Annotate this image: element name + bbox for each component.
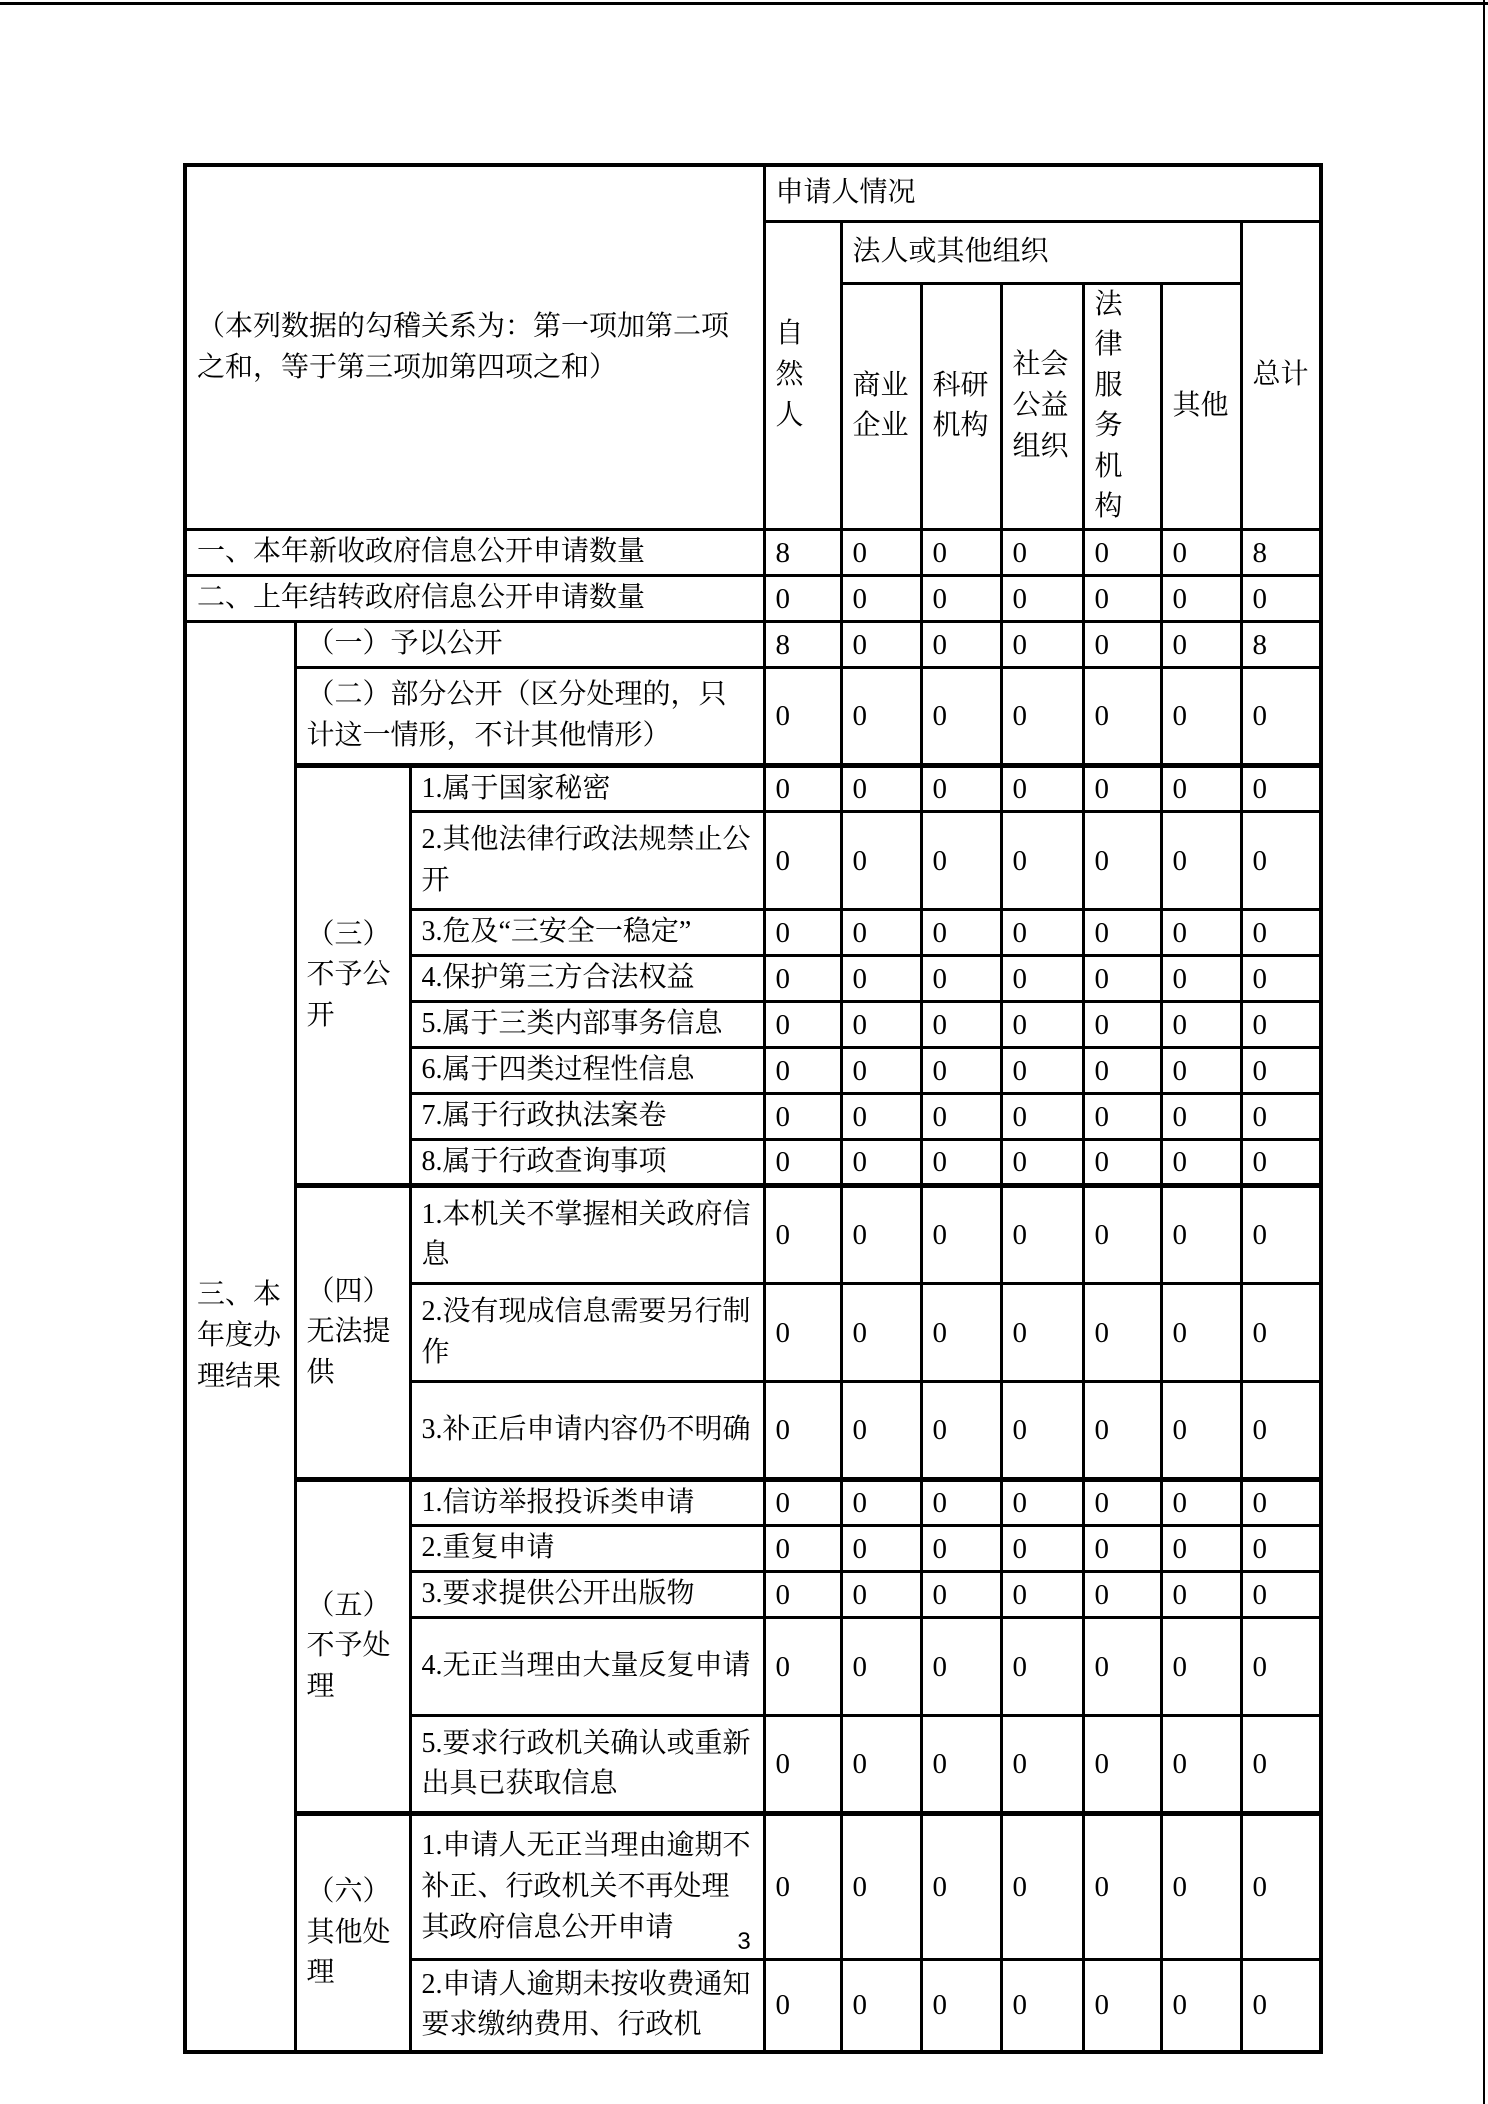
value-cell: 0 [841,1284,921,1382]
value-cell: 0 [764,1140,841,1186]
value-cell: 0 [841,1140,921,1186]
value-cell: 0 [1161,1480,1241,1526]
value-cell: 0 [1241,910,1321,956]
value-cell: 0 [1241,1480,1321,1526]
value-cell: 0 [1001,1960,1083,2052]
value-cell: 0 [1083,1526,1161,1572]
value-cell: 0 [1083,576,1161,622]
value-cell: 0 [1161,1814,1241,1960]
value-cell: 0 [1001,1002,1083,1048]
group6-label: （六）其他处理 [295,1814,410,2052]
value-cell: 0 [1001,1284,1083,1382]
value-cell: 0 [1001,1480,1083,1526]
value-cell: 0 [841,1094,921,1140]
header-social-welfare-org: 社会公益组织 [1001,283,1083,530]
value-cell: 0 [1161,910,1241,956]
value-cell: 0 [841,1618,921,1716]
value-cell: 0 [764,812,841,910]
header-legal-service-org: 法律服务机构 [1083,283,1161,530]
row-label: 3.补正后申请内容仍不明确 [410,1382,764,1480]
value-cell: 0 [1241,1284,1321,1382]
value-cell: 0 [1241,812,1321,910]
value-cell: 0 [764,576,841,622]
disclosure-statistics-table [183,163,1323,2054]
value-cell: 0 [841,1048,921,1094]
value-cell: 0 [764,1094,841,1140]
value-cell: 0 [921,1480,1001,1526]
value-cell: 0 [841,1814,921,1960]
corner-note: （本列数据的勾稽关系为：第一项加第二项之和，等于第三项加第四项之和） [185,165,764,530]
value-cell: 0 [764,1002,841,1048]
value-cell: 0 [1241,1048,1321,1094]
value-cell: 0 [764,1572,841,1618]
value-cell: 0 [1001,1716,1083,1814]
value-cell: 0 [1083,1618,1161,1716]
value-cell: 0 [764,1960,841,2052]
value-cell: 0 [1161,1140,1241,1186]
value-cell: 0 [764,910,841,956]
value-cell: 0 [1241,1618,1321,1716]
value-cell: 0 [921,1526,1001,1572]
value-cell: 0 [1241,1716,1321,1814]
value-cell: 0 [841,1716,921,1814]
value-cell: 0 [1241,1140,1321,1186]
value-cell: 0 [841,956,921,1002]
header-commercial-enterprise: 商业企业 [841,283,921,530]
page-number: 3 [737,1928,751,1955]
value-cell: 0 [921,1716,1001,1814]
value-cell: 0 [764,1284,841,1382]
value-cell: 0 [1161,622,1241,668]
value-cell: 0 [1161,1618,1241,1716]
value-cell: 0 [921,812,1001,910]
value-cell: 0 [841,1382,921,1480]
row-label: 2.其他法律行政法规禁止公开 [410,812,764,910]
row-label: 8.属于行政查询事项 [410,1140,764,1186]
value-cell: 0 [1161,1048,1241,1094]
value-cell: 0 [1083,1048,1161,1094]
value-cell: 0 [921,1618,1001,1716]
value-cell: 0 [921,956,1001,1002]
value-cell: 0 [841,1526,921,1572]
value-cell: 0 [764,1526,841,1572]
value-cell: 0 [1241,1094,1321,1140]
row-label: 1.申请人无正当理由逾期不补正、行政机关不再处理其政府信息公开申请 [410,1814,764,1960]
value-cell: 0 [1161,576,1241,622]
value-cell: 0 [921,1140,1001,1186]
row-label: （二）部分公开（区分处理的，只计这一情形，不计其他情形） [295,668,764,766]
value-cell: 0 [1001,910,1083,956]
row-label: 3.危及“三安全一稳定” [410,910,764,956]
value-cell: 0 [841,530,921,576]
value-cell: 0 [1001,1526,1083,1572]
value-cell: 0 [1083,956,1161,1002]
value-cell: 0 [1161,530,1241,576]
table-row [185,622,1321,668]
row-label: 1.信访举报投诉类申请 [410,1480,764,1526]
value-cell: 0 [1241,1960,1321,2052]
value-cell: 0 [764,1618,841,1716]
table-row [185,576,1321,622]
value-cell: 0 [1241,766,1321,812]
value-cell: 0 [1161,812,1241,910]
value-cell: 8 [1241,622,1321,668]
value-cell: 0 [1241,956,1321,1002]
value-cell: 0 [841,1480,921,1526]
value-cell: 0 [1001,766,1083,812]
value-cell: 0 [1001,576,1083,622]
value-cell: 0 [1001,1186,1083,1284]
value-cell: 0 [1161,668,1241,766]
value-cell: 0 [1161,1382,1241,1480]
value-cell: 0 [841,576,921,622]
value-cell: 0 [1083,1094,1161,1140]
value-cell: 0 [1241,1186,1321,1284]
value-cell: 0 [1083,668,1161,766]
value-cell: 0 [1001,622,1083,668]
value-cell: 0 [1241,576,1321,622]
value-cell: 0 [1161,1716,1241,1814]
row-label: 二、上年结转政府信息公开申请数量 [185,576,764,622]
value-cell: 0 [921,668,1001,766]
value-cell: 0 [1083,1480,1161,1526]
value-cell: 0 [921,576,1001,622]
value-cell: 0 [1161,1002,1241,1048]
value-cell: 0 [1161,956,1241,1002]
group4-label: （四）无法提供 [295,1186,410,1480]
value-cell: 0 [841,1186,921,1284]
header-legal-org: 法人或其他组织 [841,221,1241,283]
header-natural-person: 自然人 [764,221,841,530]
row-label: 4.保护第三方合法权益 [410,956,764,1002]
group3-label: （三）不予公开 [295,766,410,1186]
group5-label: （五）不予处理 [295,1480,410,1814]
header-applicant: 申请人情况 [764,165,1321,221]
value-cell: 0 [1083,1960,1161,2052]
value-cell: 0 [921,1094,1001,1140]
value-cell: 0 [764,1048,841,1094]
window-border-right [1483,0,1485,2104]
value-cell: 0 [1161,1094,1241,1140]
value-cell: 0 [921,766,1001,812]
section3-label: 三、本年度办理结果 [185,622,295,2052]
value-cell: 0 [1083,530,1161,576]
value-cell: 0 [1001,1140,1083,1186]
value-cell: 0 [841,1960,921,2052]
value-cell: 0 [764,1382,841,1480]
value-cell: 0 [921,1960,1001,2052]
value-cell: 0 [764,1814,841,1960]
value-cell: 0 [1241,1814,1321,1960]
header-total: 总计 [1241,221,1321,530]
value-cell: 0 [841,910,921,956]
value-cell: 0 [1083,766,1161,812]
value-cell: 0 [1001,1382,1083,1480]
table-row [185,1186,1321,1284]
window-border-top [0,2,1488,5]
table-row [185,530,1321,576]
value-cell: 0 [764,1186,841,1284]
value-cell: 0 [1001,1572,1083,1618]
value-cell: 0 [1161,766,1241,812]
value-cell: 0 [1083,1716,1161,1814]
row-label: （一）予以公开 [295,622,764,668]
table-row [185,1480,1321,1526]
value-cell: 0 [1083,1284,1161,1382]
value-cell: 0 [1083,1002,1161,1048]
value-cell: 0 [1083,1572,1161,1618]
value-cell: 0 [1083,1382,1161,1480]
value-cell: 0 [921,1284,1001,1382]
row-label: 5.要求行政机关确认或重新出具已获取信息 [410,1716,764,1814]
value-cell: 0 [1161,1572,1241,1618]
value-cell: 0 [764,668,841,766]
row-label: 2.没有现成信息需要另行制作 [410,1284,764,1382]
value-cell: 0 [841,1572,921,1618]
row-label: 7.属于行政执法案卷 [410,1094,764,1140]
value-cell: 0 [1001,1048,1083,1094]
value-cell: 0 [1241,1382,1321,1480]
value-cell: 0 [764,1480,841,1526]
value-cell: 0 [921,910,1001,956]
value-cell: 0 [921,1002,1001,1048]
header-research-institution: 科研机构 [921,283,1001,530]
value-cell: 0 [1161,1526,1241,1572]
value-cell: 0 [1083,1140,1161,1186]
table-row [185,766,1321,812]
value-cell: 0 [921,1572,1001,1618]
value-cell: 0 [1241,668,1321,766]
row-label: 一、本年新收政府信息公开申请数量 [185,530,764,576]
value-cell: 0 [764,1716,841,1814]
value-cell: 0 [1001,812,1083,910]
value-cell: 8 [764,530,841,576]
value-cell: 0 [1241,1002,1321,1048]
value-cell: 0 [1083,1814,1161,1960]
value-cell: 0 [764,766,841,812]
value-cell: 0 [841,668,921,766]
row-label: 2.申请人逾期未按收费通知要求缴纳费用、行政机 [410,1960,764,2052]
value-cell: 0 [841,812,921,910]
row-label: 1.属于国家秘密 [410,766,764,812]
value-cell: 0 [921,1186,1001,1284]
row-label: 6.属于四类过程性信息 [410,1048,764,1094]
value-cell: 8 [764,622,841,668]
row-label: 4.无正当理由大量反复申请 [410,1618,764,1716]
value-cell: 0 [921,1048,1001,1094]
value-cell: 0 [764,956,841,1002]
value-cell: 0 [1241,1572,1321,1618]
value-cell: 0 [841,622,921,668]
value-cell: 0 [1083,812,1161,910]
row-label: 3.要求提供公开出版物 [410,1572,764,1618]
table-row [185,668,1321,766]
value-cell: 0 [921,1382,1001,1480]
row-label: 2.重复申请 [410,1526,764,1572]
value-cell: 0 [1161,1284,1241,1382]
value-cell: 0 [1001,1094,1083,1140]
value-cell: 0 [1083,622,1161,668]
value-cell: 0 [1241,1526,1321,1572]
value-cell: 0 [1161,1960,1241,2052]
row-label: 5.属于三类内部事务信息 [410,1002,764,1048]
value-cell: 0 [1001,1618,1083,1716]
value-cell: 0 [841,766,921,812]
value-cell: 0 [1001,1814,1083,1960]
value-cell: 0 [921,530,1001,576]
header-other: 其他 [1161,283,1241,530]
value-cell: 0 [921,622,1001,668]
value-cell: 0 [1001,668,1083,766]
value-cell: 0 [1001,956,1083,1002]
value-cell: 0 [1083,910,1161,956]
value-cell: 0 [1083,1186,1161,1284]
row-label: 1.本机关不掌握相关政府信息 [410,1186,764,1284]
value-cell: 8 [1241,530,1321,576]
value-cell: 0 [841,1002,921,1048]
value-cell: 0 [1161,1186,1241,1284]
value-cell: 0 [921,1814,1001,1960]
value-cell: 0 [1001,530,1083,576]
